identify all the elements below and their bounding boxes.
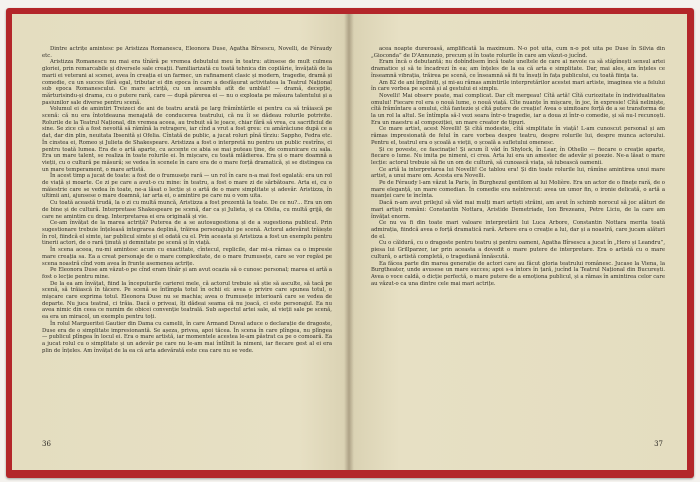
left-page-text — [42, 46, 332, 430]
paragraph: Ce nu va fi din toate mari valoare interpretării lui Luca Arbore, Constantin Nottara merita toată admirația, fiindcă avea o forță dramatică rară. Arbore era o creație a lui, dar și a noastră, care jucam alături de el. — [371, 220, 665, 240]
page-number-left: 36 — [42, 440, 51, 448]
paragraph: Și ce poveste, ce fascinație! Și acum îl văd în Shylock, în Lear, în Othello — fiecare o creație aparte, fiecare o lume. Nu imita pe nimeni, ci crea. Arta lui era un amestec de adevăr și poezie. Ne-a lăsat o mare lecție: actorul trebuie să fie un om de cultură, să cunoască viața, să iubească oamenii. — [371, 146, 665, 166]
paragraph: Ea făcea parte din marea generație de actori care au făcut gloria teatrului românesc. Jucase la Viena, la Burgtheater, unde avusese un mare succes; apoi s-a întors în țară, jucînd la Teatrul Național din București. Avea o voce caldă, o dicție perfectă, o mare putere de a emoționa publicul, și a rămas în amintirea celor care au văzut-o ca una dintre cele mai mari actrițe. — [371, 260, 665, 287]
right-page-text — [371, 46, 665, 430]
paragraph: Pe de Féraudy l-am văzut la Paris, în Burghezul gentilom al lui Molière. Era un actor de o finețe rară, de o mare eleganță, un mare comedian. În comedie era neîntrecut: avea un umor fin, o ironie delicată, o artă a nuanței care te încînta. — [371, 180, 665, 200]
paragraph: În scena aceea, nu-mi amintesc acum cu exactitate, cîntecul, replicile, dar mi-a rămas ca o impresie mare creația sa. Ea a creat personaje de o mare complexitate, de o mare frumusețe, care se vor regăsi pe scena noastră cînd vom avea în frunte asemenea actrițe. — [42, 247, 332, 267]
book-gutter — [344, 14, 354, 470]
paragraph: De la ea am învățat, fiind la începuturile carierei mele, că actorul trebuie să știe să asculte, să tacă pe scenă, să trăiască în tăcere. Pe scenă se întîmpla totul în ochii ei: avea o privire care spunea totul, o mișcare care exprima totul. Eleonora Duse nu se machia; avea o frumusețe interioară care se vedea de departe. Nu juca teatral, ci trăia. Dacă o priveai, îți dădeai seama că nu joacă, ci este personajul. Ea nu avea nimic din ceea ce numim de obicei convenție teatrală. Sub aspectul artei sale, al vieții sale pe scenă, ea era un miracol, un exemplu pentru toți. — [42, 280, 332, 321]
paragraph: Volumul ei de amintiri Treizeci de ani de teatru arată pe larg frămîntările ei pentru ca să trăiască pe scenă: că nu era întotdeauna menajată de conducerea teatrului, că nu îi se dădeau rolurile potrivite. Rolurile de la Teatrul Național, din vremea aceea, au trebuit să le joace, chiar fără să vrea, cu sacrificiul de sine. Se zice că a fost nevoită să rămînă la retragere, iar cînd a vrut a fost greu: cu amărăciune după ce a dat, dar din plin, neuitata Ibsenită și Ofelia. Cîntată de public, a jucat roluri pînă tîrziu: Sappho, Fedra etc. În cinstea ei, Romeo și Julieta de Shakespeare. Aristizza a fost o interpretă nu pentru un public restrîns, ci pentru toată lumea. Era de o artă aparte, cu accente ce abia se mai puteau ține, de comunicare cu sala. Era un mare talent, se realiza în toate rolurile ei. În mișcare, cu toată mlădierea. Era și o mare doamnă a vieții, cu o cultură pe măsură; se vedea în scenele în care era de o mare forță dramatică, și se distingea ca un mare temperament, o mare artistă. — [42, 106, 332, 173]
paragraph: Cu toată această trudă, la o zi cu multă muncă, Aristizza a fost prezentă la toate. De ce nu?... Era un om de bine și de cultură. Interpretase Shakespeare pe scenă, dar ca și Julieta, și ca Ofelia, cu multă grijă, de care ne amintim cu drag. Interpretarea ei era originală și vie. — [42, 200, 332, 220]
paragraph: În acest timp a jucat de toate: a fost de o frumusețe rară — un rol în care n-a mai fost egalată: era un rol de viață și moarte. Ce zi pe care a avut-o cu mine: în teatru, a fost o mare zi de sărbătoare. Arta ei, cu o măiestrie care se vedea în toate, ne-a lăsat o lecție și o artă de o mare simplitate și adevăr. Aristizza, în ultimii ani, ajunsese o mare doamnă, iar arta ei, o amintire pe care nu o vom uita. — [42, 173, 332, 200]
paragraph: Pe Eleonora Duse am văzut-o pe cînd eram tînăr și am avut ocazia să o cunosc personal; marea ei artă a fost o lecție pentru mine. — [42, 267, 332, 280]
paragraph: Am 82 de ani împliniți, și mi-au rămas amintirile interpretărilor acestei mari artiste, imaginea vie a felului în care vorbea pe scenă și al gestului ei simplu. — [371, 79, 665, 93]
paragraph: Aristizza Romanescu nu mai era tînără pe vremea debutului meu în teatru: atinsese de mult culmea gloriei, prin remarcabile și diversele sale creații. Familiarizată cu toată tehnica din copilărie, învățată de la marii ei veterani ai scenei, avea în creația ei un farmec, un rafinament clasic și modern, tragedie, dramă și comedie, cu un succes fără egal, tributar ei din epoca în care a desfășurat activitatea la Teatrul Național sub epoca Romanescului. Ce mare actriță, cu un ansamblu atît de umblat! — dramă, decepție, mărturisindu-și drama, cu o putere rară, care — după părerea ei — nu o exploata pe măsura talentului și a pasiunilor sale diverse pentru scenă. — [42, 59, 332, 106]
paragraph: acea noapte dureroasă, amplificată la maximum. N-o pot uita, cum n-o pot uita pe Duse în Silvia din „Gioconda” de D'Annunzio, precum și în toate rolurile în care am văzut-o jucînd. — [371, 46, 665, 59]
paragraph: Dintre actrițe amintesc pe Aristizza Romanescu, Eleonora Duse, Agatha Bîrsescu, Novelli, de Féraudy etc. — [42, 46, 332, 59]
paragraph: Ce-am învățat de la marea actriță? Puterea de a se autosugestiona și de a sugestiona publicul. Prin sugestionare trebuie înțeleasă integrarea deplină, trăirea personajului pe scenă. Actorul adevărat trăiește în rol, fiindcă el simte, iar publicul simte și el odată cu el. Prin aceasta și Aristizza a fost un exemplu pentru tinerii actori, de o rară ținută și demnitate pe scenă și în viață. — [42, 220, 332, 247]
paragraph: Eram încă o debutantă; nu dobîndisem încă toate uneltele de care ai nevoie ca să stăpînești sensul artei dramatice și să te încadrezi în ea; am înțeles de la ea că arta e simplitate. Dar, mai ales, am înțeles ce înseamnă vibrația, trăirea pe scenă, ce înseamnă să fii tu însuți în fața publicului, cu toată ființa ta. — [371, 59, 665, 79]
page-number-right: 37 — [654, 440, 663, 448]
paragraph: Dacă n-am avut prilejul să văd mai mulți mari artiști străini, am avut în schimb norocul să joc alături de mari artiști români: Constantin Nottara, Aristide Demetriade, Ion Brezeanu, Petre Liciu, de la care am învățat enorm. — [371, 200, 665, 220]
paragraph: Cu o căldură, cu o dragoste pentru teatru și pentru oameni, Agatha Bîrsescu a jucat în „Hero și Leandru”, piesa lui Grillparzer, iar prin aceasta a dovedit o mare putere de interpretare. Era o artistă cu o mare cultură, o artistă completă, o tragediană înnăscută. — [371, 240, 665, 260]
paragraph: În rolul Margueritei Gautier din Dama cu camelii, în care Armand Duval aduce o declarație de dragoste, Duse era de o simplitate impresionantă. Se așeza, privea, apoi tăcea. În scena în care plîngea, nu plîngea — publicul plîngea în locul ei. Era o mare artistă, iar momentele acestea le-am păstrat ca pe o comoară. Ea a jucat rolul cu o simplitate și un adevăr pe care nu le-am mai întîlnit la nimeni, iar fiecare gest al ei era plin de înțeles. Am învățat de la ea că arta adevărată este cea care nu se vede. — [42, 320, 332, 354]
right-page — [349, 14, 687, 470]
paragraph: Ce artă la interpretarea lui Novelli! Ce tablou era! Și din toate rolurile lui, rămîne amintirea unui mare artist, a unui mare om. Acesta era Novelli. — [371, 166, 665, 180]
paragraph: Novelli! Mai observ poate, mai complicat. Dar cît mergeau! Cîtă artă! Cîtă curiozitate în individualitatea omului! Fiecare rol era o nouă lume, o nouă viață. Cîte nuanțe în mișcare, în joc, în expresie! Cîtă neliniște, cîtă frămîntare a omului, cîtă fantezie și cîtă putere de creație! Avea o uimitoare forță de a se transforma de la un rol la altul. Se întîmpla să-l vezi seara într-o tragedie, iar a doua zi într-o comedie, și să nu-l recunoști. Era un maestru al compoziției, un mare creator de tipuri. — [371, 92, 665, 126]
paragraph: Ce mare artist, acest Novelli! Și cîtă modestie, cîtă simplitate în viață! L-am cunoscut personal și am rămas impresionată de felul în care vorbea despre teatru, despre rolurile lui, despre munca actorului. Pentru el, teatrul era o școală a vieții, o școală a sufletului omenesc. — [371, 126, 665, 146]
left-page — [12, 14, 349, 470]
